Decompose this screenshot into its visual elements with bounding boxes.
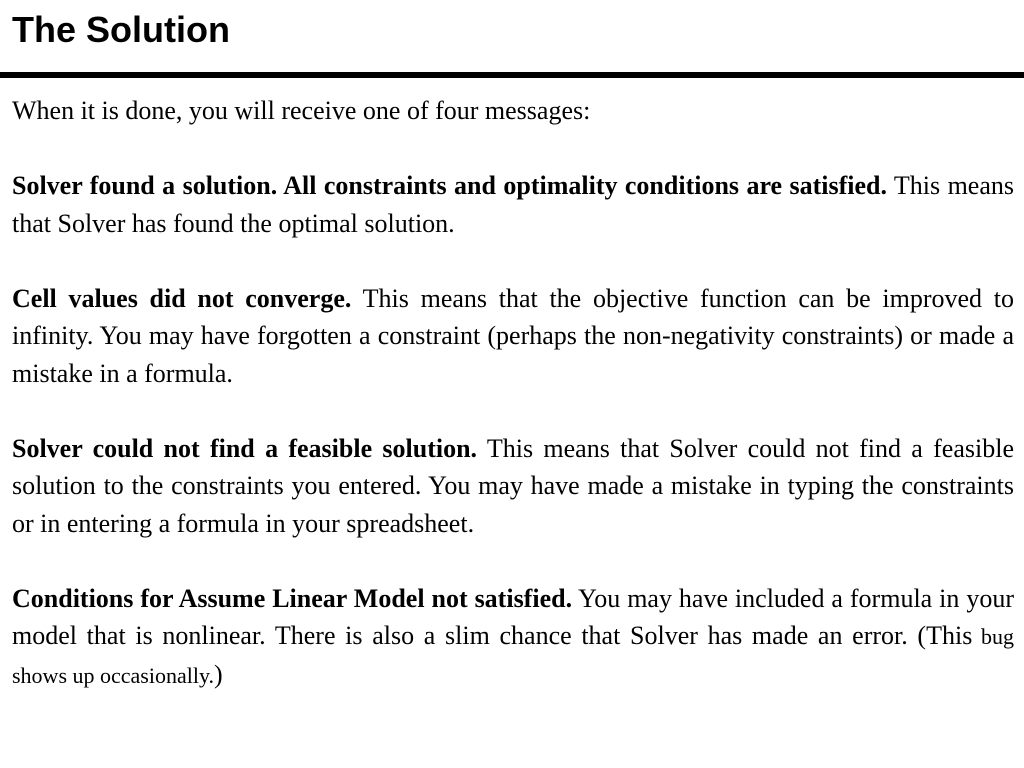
message-heading: Solver found a solution. All constraints and optimality conditions are satisfied. bbox=[12, 171, 887, 200]
message-body: This means that the objective function can be improved to infinity. You may have forgotten a constraint (perhaps the non-negativity constraints) or made a mistake in a formula. bbox=[12, 283, 1014, 388]
title-divider bbox=[0, 72, 1024, 78]
message-body: This means that Solver could not find a feasible solution to the constraints you entered. You may have made a mistake in typing the constraints or in entering a formula in your spreadsheet. bbox=[12, 433, 1014, 538]
message-no-feasible-solution bbox=[12, 430, 1014, 543]
message-solution-found bbox=[12, 167, 1014, 242]
message-body-small: bug shows up occasionally. bbox=[12, 624, 1015, 688]
intro-text: When it is done, you will receive one of four messages: bbox=[12, 96, 591, 125]
message-body: You may have included a formula in your model that is nonlinear. There is also a slim chance that Solver has made an error. (This bbox=[12, 583, 1014, 650]
message-body: This means that Solver has found the optimal solution. bbox=[12, 171, 1014, 238]
message-heading: Solver could not find a feasible solution. bbox=[12, 433, 478, 463]
message-heading: Conditions for Assume Linear Model not satisfied. bbox=[12, 583, 573, 613]
message-body-end: ) bbox=[214, 659, 223, 689]
slide-title: The Solution bbox=[12, 9, 230, 50]
message-linear-model-not-satisfied bbox=[12, 580, 1014, 695]
slide-content bbox=[12, 92, 1014, 732]
message-heading: Cell values did not converge. bbox=[12, 283, 352, 313]
message-not-converge bbox=[12, 280, 1014, 393]
